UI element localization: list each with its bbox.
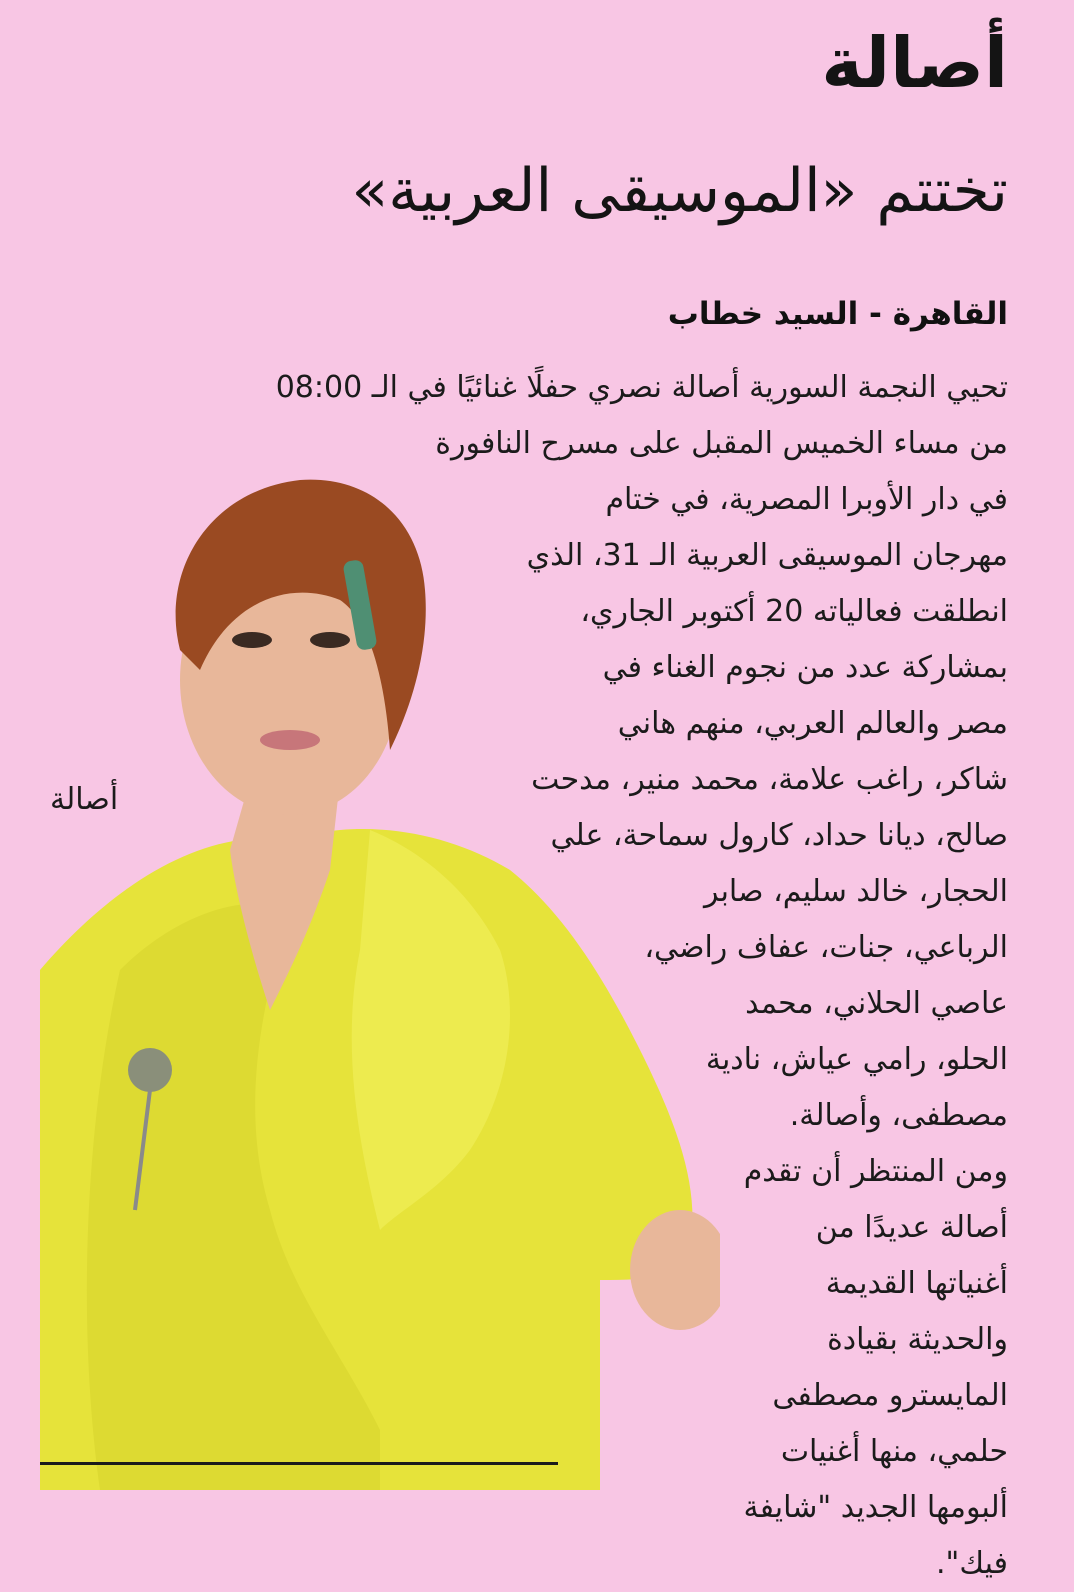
body-line: الحجار، خالد سليم، صابر xyxy=(704,874,1008,909)
body-line: مصطفى، وأصالة. xyxy=(789,1098,1008,1133)
body-line: حلمي، منها أغنيات xyxy=(780,1434,1008,1469)
body-line: ألبومها الجديد "شايفة xyxy=(743,1490,1008,1525)
body-line: فيك". xyxy=(935,1546,1008,1581)
body-line: انطلقت فعالياته 20 أكتوبر الجاري، xyxy=(580,594,1008,629)
body-line: عاصي الحلاني، محمد xyxy=(745,986,1008,1021)
body-line: من مساء الخميس المقبل على مسرح النافورة xyxy=(435,426,1008,461)
photo-caption: أصالة xyxy=(50,782,119,817)
body-line: بمشاركة عدد من نجوم الغناء في xyxy=(602,650,1008,685)
body-line: الحلو، رامي عياش، نادية xyxy=(705,1042,1008,1077)
article-subheadline: تختتم «الموسيقى العربية» xyxy=(351,156,1008,226)
body-line: مهرجان الموسيقى العربية الـ 31، الذي xyxy=(526,538,1008,573)
body-line: ومن المنتظر أن تقدم xyxy=(743,1154,1008,1189)
body-line: تحيي النجمة السورية أصالة نصري حفلًا غنائيًا في الـ 08:00 xyxy=(275,370,1008,405)
body-line: المايسترو مصطفى xyxy=(772,1378,1008,1413)
body-line: شاكر، راغب علامة، محمد منير، مدحت xyxy=(531,762,1008,797)
body-line: والحديثة بقيادة xyxy=(827,1322,1008,1357)
body-line: صالح، ديانا حداد، كارول سماحة، علي xyxy=(550,818,1008,853)
article-headline: أصالة xyxy=(821,22,1008,104)
bottom-divider xyxy=(40,1462,558,1465)
body-line: مصر والعالم العربي، منهم هاني xyxy=(617,706,1008,741)
body-line: الرباعي، جنات، عفاف راضي، xyxy=(644,930,1008,965)
body-line: في دار الأوبرا المصرية، في ختام xyxy=(605,482,1008,517)
body-line: أصالة عديدًا من xyxy=(815,1210,1008,1245)
body-line: أغنياتها القديمة xyxy=(825,1266,1008,1301)
article-byline: القاهرة - السيد خطاب xyxy=(667,296,1008,332)
